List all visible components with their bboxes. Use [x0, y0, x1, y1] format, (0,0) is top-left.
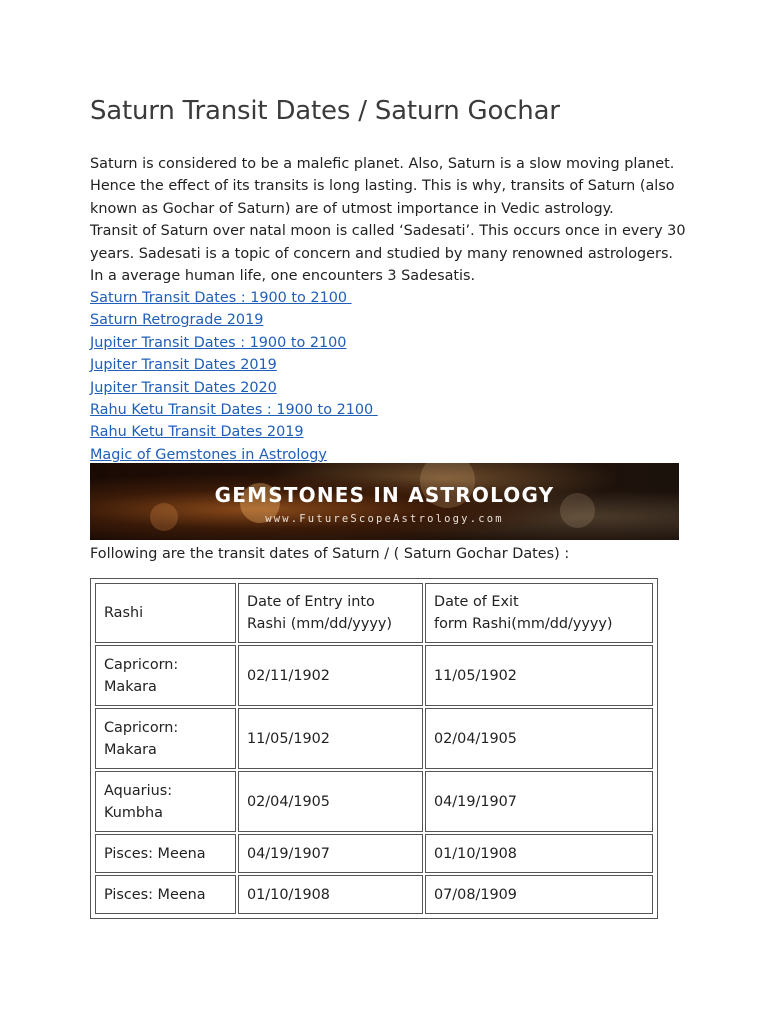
intro-line: Hence the effect of its transits is long lasting. This is why, transits of Saturn (also: [90, 178, 675, 195]
transit-table-frame: [90, 578, 658, 919]
table-row: [95, 834, 653, 873]
table-row: [95, 645, 653, 706]
rashi-text: Makara: [104, 741, 157, 758]
saturn-transit-table: [93, 581, 655, 916]
header-text: form Rashi(mm/dd/yyyy): [434, 616, 613, 632]
intro-paragraph: [90, 153, 690, 287]
exit-date-cell: 01/10/1908: [425, 834, 653, 873]
table-row: [95, 771, 653, 832]
header-text: Rashi: [104, 605, 144, 621]
exit-date-cell: 02/04/1905: [425, 708, 653, 769]
rashi-text: Aquarius:: [104, 782, 173, 799]
table-caption: Following are the transit dates of Saturn / ( Saturn Gochar Dates) :: [90, 546, 570, 562]
banner-url: www.FutureScopeAstrology.com: [265, 513, 504, 525]
header-text: Date of Entry into: [247, 594, 375, 610]
rashi-cell: [95, 834, 236, 873]
rashi-text: Pisces: Meena: [104, 845, 206, 862]
entry-date-cell: 11/05/1902: [238, 708, 423, 769]
link-rahu-ketu-transit-1900-2100[interactable]: Rahu Ketu Transit Dates : 1900 to 2100: [90, 402, 378, 419]
entry-date-cell: 02/04/1905: [238, 771, 423, 832]
rashi-text: Capricorn:: [104, 719, 179, 736]
rashi-cell: [95, 875, 236, 914]
link-rahu-ketu-transit-2019[interactable]: Rahu Ketu Transit Dates 2019: [90, 424, 304, 441]
rashi-text: Kumbha: [104, 804, 163, 821]
header-cell-exit-date: [425, 583, 653, 643]
header-text: Date of Exit: [434, 594, 519, 610]
link-saturn-retrograde-2019[interactable]: Saturn Retrograde 2019: [90, 312, 264, 329]
exit-date-cell: 07/08/1909: [425, 875, 653, 914]
entry-date-cell: 04/19/1907: [238, 834, 423, 873]
banner-title: GEMSTONES IN ASTROLOGY: [214, 483, 555, 507]
entry-date-cell: 02/11/1902: [238, 645, 423, 706]
intro-line: years. Sadesati is a topic of concern and studied by many renowned astrologers.: [90, 245, 674, 262]
header-text: Rashi (mm/dd/yyyy): [247, 616, 392, 632]
gemstones-banner[interactable]: [90, 463, 679, 540]
header-cell-rashi: [95, 583, 236, 643]
link-jupiter-transit-1900-2100[interactable]: Jupiter Transit Dates : 1900 to 2100: [90, 334, 347, 351]
intro-line: In a average human life, one encounters 3 Sadesatis.: [90, 268, 476, 285]
intro-line: known as Gochar of Saturn) are of utmost importance in Vedic astrology.: [90, 200, 614, 217]
rashi-cell: [95, 645, 236, 706]
rashi-cell: [95, 708, 236, 769]
link-magic-of-gemstones[interactable]: Magic of Gemstones in Astrology: [90, 446, 327, 463]
rashi-text: Pisces: Meena: [104, 886, 206, 903]
entry-date-cell: 01/10/1908: [238, 875, 423, 914]
related-links: [90, 287, 378, 466]
table-row: [95, 875, 653, 914]
intro-line: Transit of Saturn over natal moon is called ‘Sadesati’. This occurs once in every 30: [90, 223, 686, 240]
header-cell-entry-date: [238, 583, 423, 643]
rashi-cell: [95, 771, 236, 832]
link-jupiter-transit-2020[interactable]: Jupiter Transit Dates 2020: [90, 379, 277, 396]
intro-line: Saturn is considered to be a malefic planet. Also, Saturn is a slow moving planet.: [90, 156, 675, 172]
rashi-text: Capricorn:: [104, 656, 179, 673]
exit-date-cell: 04/19/1907: [425, 771, 653, 832]
exit-date-cell: 11/05/1902: [425, 645, 653, 706]
table-header-row: [95, 583, 653, 643]
link-jupiter-transit-2019[interactable]: Jupiter Transit Dates 2019: [90, 357, 277, 374]
rashi-text: Makara: [104, 678, 157, 695]
table-row: [95, 708, 653, 769]
page-title: Saturn Transit Dates / Saturn Gochar: [90, 96, 560, 126]
link-saturn-transit-1900-2100[interactable]: Saturn Transit Dates : 1900 to 2100: [90, 290, 352, 306]
